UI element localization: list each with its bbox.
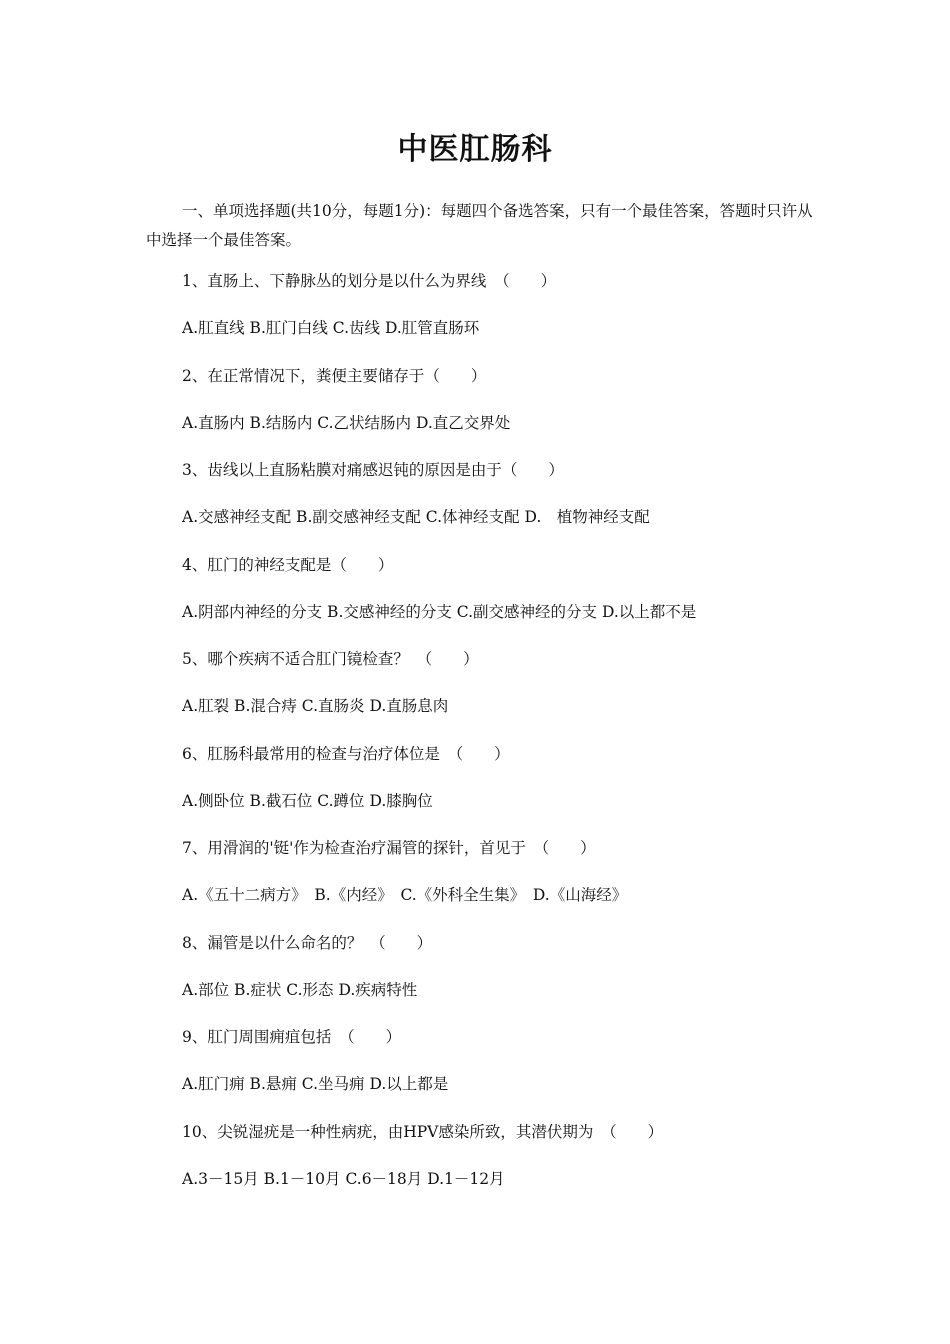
question-2: 2、在正常情况下，粪便主要储存于（ ） [182,366,487,385]
question-10: 10、尖锐湿疣是一种性病疣，由HPV感染所致，其潜伏期为 （ ） [182,1122,664,1141]
question-1: 1、直肠上、下静脉丛的划分是以什么为界线 （ ） [182,272,557,290]
question-8: 8、漏管是以什么命名的？ （ ） [182,933,433,952]
question-1-options: A.肛直线 B.肛门白线 C.齿线 D.肛管直肠环 [182,319,480,338]
question-9: 9、肛门周围痈疽包括 （ ） [182,1028,402,1046]
question-5: 5、哪个疾病不适合肛门镜检查？ （ ） [182,650,479,668]
question-3-options: A.交感神经支配 B.副交感神经支配 C.体神经支配 D. 植物神经支配 [182,508,650,527]
page-title: 中医肛肠科 [397,132,553,167]
question-6: 6、肛肠科最常用的检查与治疗体位是 （ ） [182,744,510,763]
question-list [182,266,862,1211]
question-4-options: A.阴部内神经的分支 B.交感神经的分支 C.副交感神经的分支 D.以上都不是 [182,602,697,621]
question-3: 3、齿线以上直肠粘膜对痛感迟钝的原因是由于（ ） [182,461,564,479]
section-instructions: 一、单项选择题(共10分，每题1分)：每题四个备选答案，只有一个最佳答案，答题时只许从中选择一个最佳答案。 [146,202,813,249]
question-10-options: A.3－15月 B.1－10月 C.6－18月 D.1－12月 [182,1169,505,1188]
question-4: 4、肛门的神经支配是（ ） [182,555,394,574]
question-2-options: A.直肠内 B.结肠内 C.乙状结肠内 D.直乙交界处 [182,413,511,432]
question-8-options: A.部位 B.症状 C.形态 D.疾病特性 [182,980,418,999]
question-5-options: A.肛裂 B.混合痔 C.直肠炎 D.直肠息肉 [182,697,449,716]
question-9-options: A.肛门痈 B.悬痈 C.坐马痈 D.以上都是 [182,1075,449,1094]
question-6-options: A.侧卧位 B.截石位 C.蹲位 D.膝胸位 [182,791,433,810]
question-7-options: A.《五十二病方》 B.《内经》 C.《外科全生集》 D.《山海经》 [182,886,628,905]
question-7: 7、用滑润的'铤'作为检查治疗漏管的探针，首见于 （ ） [182,839,596,857]
